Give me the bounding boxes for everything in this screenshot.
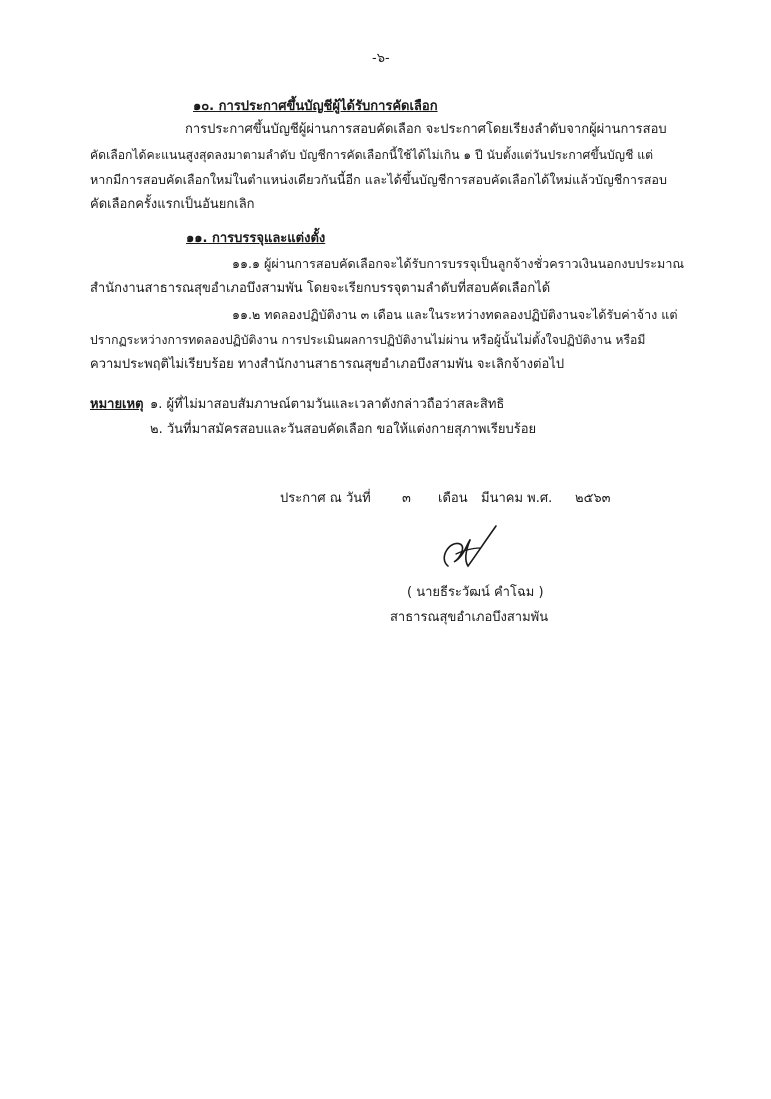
announcement-month: มีนาคม พ.ศ.: [481, 491, 553, 506]
section-11-line-5: ความประพฤติไม่เรียบร้อย ทางสำนักงานสาธารณสุขอำเภอบึงสามพัน จะเลิกจ้างต่อไป: [90, 357, 565, 372]
section-10-line-4: คัดเลือกครั้งแรกเป็นอันยกเลิก: [90, 197, 255, 212]
section-10-heading: ๑๐. การประกาศขึ้นบัญชีผู้ได้รับการคัดเลือก: [193, 99, 438, 114]
announcement-day: ๓: [402, 491, 411, 506]
section-10-line-3: หากมีการสอบคัดเลือกใหม่ในตำแหน่งเดียวกันนี้อีก และได้ขึ้นบัญชีการสอบคัดเลือกได้ใหม่แล้วบัญชีการสอบ: [90, 172, 667, 187]
section-10-line-1: การประกาศขึ้นบัญชีผู้ผ่านการสอบคัดเลือก จะประกาศโดยเรียงลำดับจากผู้ผ่านการสอบ: [185, 122, 667, 137]
signer-name: ( นายธีระวัฒน์ คำโฉม ): [407, 585, 544, 600]
section-11-line-1: ๑๑.๑ ผู้ผ่านการสอบคัดเลือกจะได้รับการบรรจุเป็นลูกจ้างชั่วคราวเงินนอกงบประมาณ: [232, 256, 685, 271]
announcement-prefix: ประกาศ ณ วันที่: [280, 491, 371, 506]
section-11-line-4: ปรากฏระหว่างการทดลองปฏิบัติงาน การประเมินผลการปฏิบัติงานไม่ผ่าน หรือผู้นั้นไม่ตั้งใจปฏิบัติงาน หรือมี: [90, 333, 646, 347]
note-label: หมายเหตุ: [90, 397, 144, 412]
section-11-line-2: สำนักงานสาธารณสุขอำเภอบึงสามพัน โดยจะเรียกบรรจุตามลำดับที่สอบคัดเลือกได้: [90, 281, 551, 296]
note-item-2: ๒. วันที่มาสมัครสอบและวันสอบคัดเลือก ขอให้แต่งกายสุภาพเรียบร้อย: [150, 422, 537, 437]
announcement-month-label: เดือน: [438, 491, 468, 506]
note-item-1: ๑. ผู้ที่ไม่มาสอบสัมภาษณ์ตามวันและเวลาดังกล่าวถือว่าสละสิทธิ: [150, 397, 505, 412]
section-11-heading: ๑๑. การบรรจุและแต่งตั้ง: [186, 231, 326, 246]
page-number: -๖-: [372, 51, 390, 66]
section-10-line-2: คัดเลือกได้คะแนนสูงสุดลงมาตามลำดับ บัญชีการคัดเลือกนี้ใช้ได้ไม่เกิน ๑ ปี นับตั้งแต่วันประกาศขึ้นบัญชี แต่: [90, 148, 653, 162]
signer-title: สาธารณสุขอำเภอบึงสามพัน: [390, 610, 549, 625]
signature-image: [430, 518, 500, 578]
section-11-line-3: ๑๑.๒ ทดลองปฏิบัติงาน ๓ เดือน และในระหว่างทดลองปฏิบัติงานจะได้รับค่าจ้าง แต่: [232, 307, 678, 322]
announcement-year: ๒๕๖๓: [575, 491, 611, 506]
